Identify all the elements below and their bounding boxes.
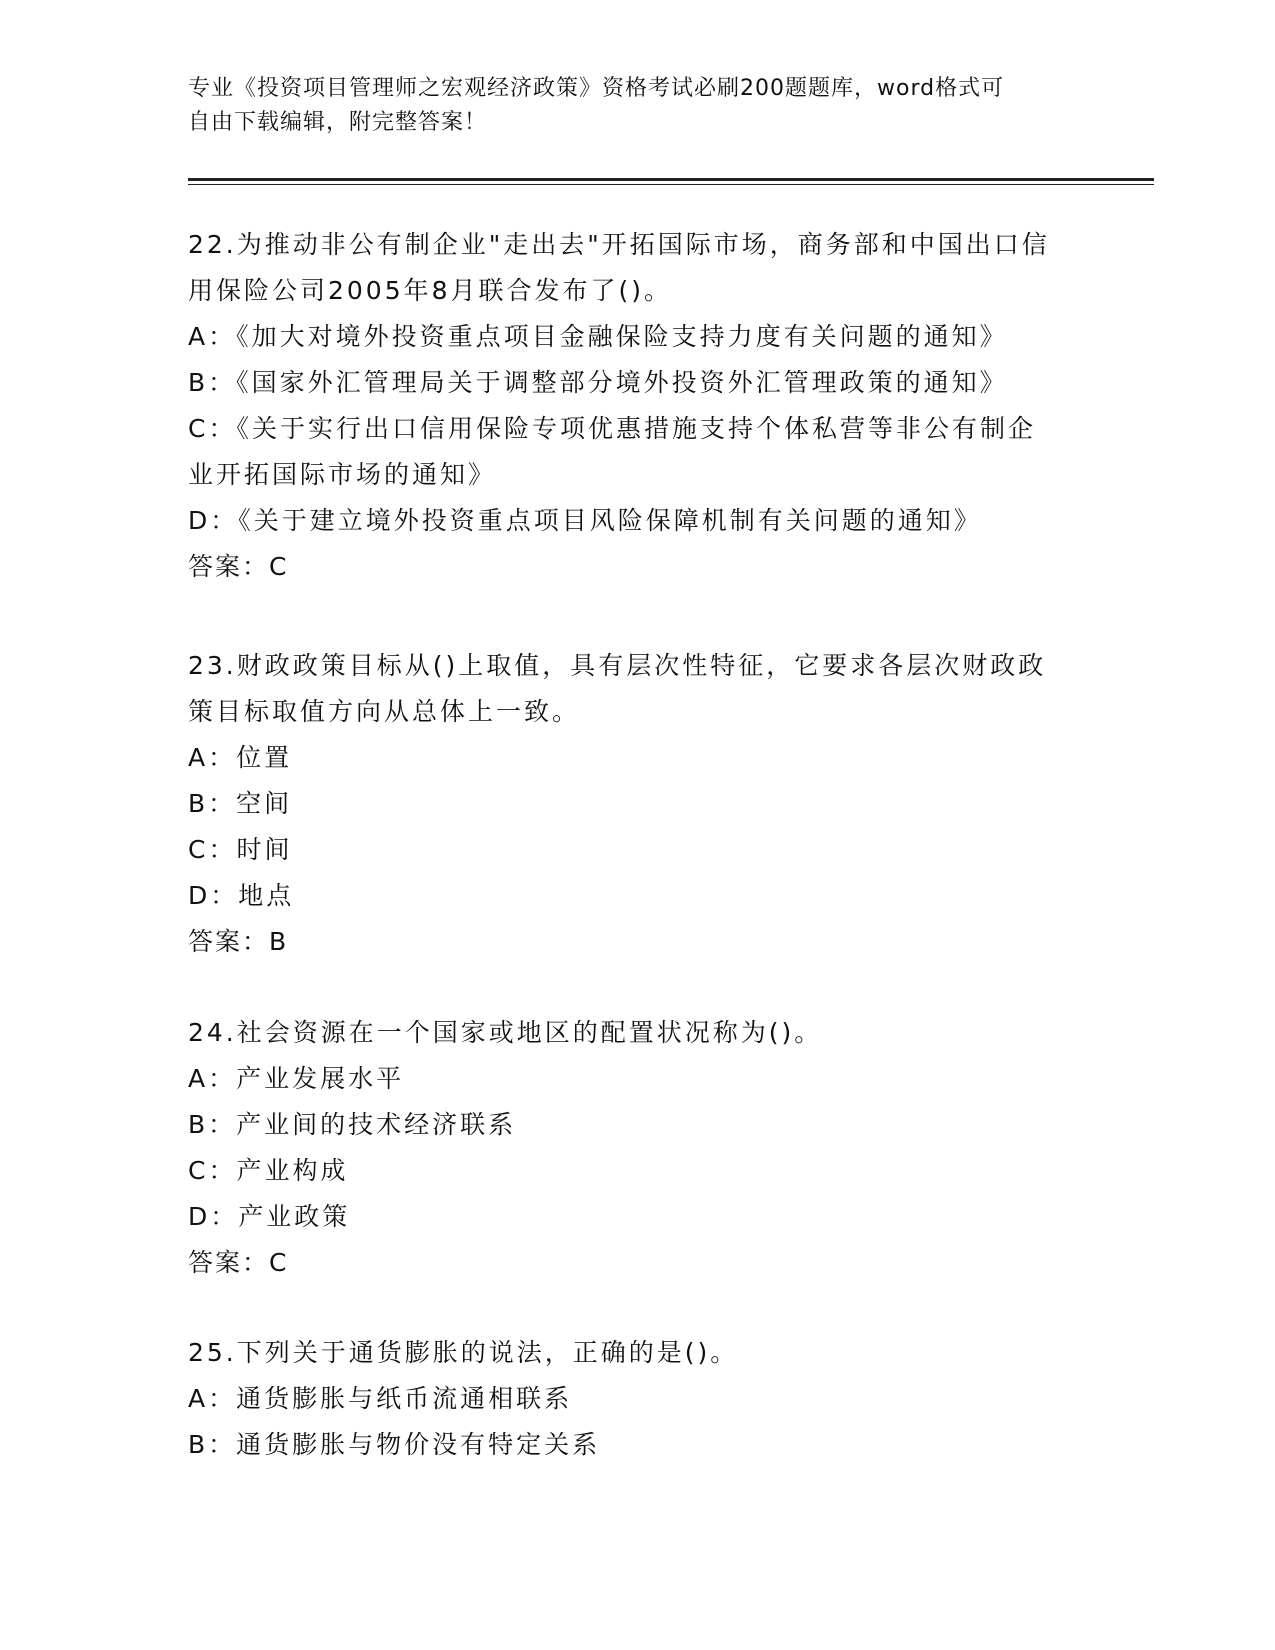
question-stem-line: 24.社会资源在一个国家或地区的配置状况称为()。: [188, 1018, 823, 1047]
document-header: [188, 72, 1088, 140]
option-d: D：产业政策: [188, 1202, 351, 1231]
option-b: B：《国家外汇管理局关于调整部分境外投资外汇管理政策的通知》: [188, 368, 1008, 397]
option-c: C：《关于实行出口信用保险专项优惠措施支持个体私营等非公有制企: [188, 414, 1036, 443]
option-b: B：产业间的技术经济联系: [188, 1110, 517, 1139]
question-stem-line: 22.为推动非公有制企业"走出去"开拓国际市场，商务部和中国出口信: [188, 230, 1050, 259]
question-stem-line: 23.财政政策目标从()上取值，具有层次性特征，它要求各层次财政政: [188, 651, 1047, 680]
option-c: C：时间: [188, 835, 293, 864]
answer-label: 答案：C: [188, 1248, 289, 1277]
question-stem-line: 用保险公司2005年8月联合发布了()。: [188, 276, 673, 305]
option-d: D：《关于建立境外投资重点项目风险保障机制有关问题的通知》: [188, 506, 982, 535]
header-line-2: 自由下载编辑，附完整答案！: [188, 110, 488, 135]
question-25: [188, 1330, 1088, 1468]
question-22: [188, 222, 1088, 590]
option-a: A：《加大对境外投资重点项目金融保险支持力度有关问题的通知》: [188, 322, 1008, 351]
option-b: B：空间: [188, 789, 293, 818]
option-a: A：产业发展水平: [188, 1064, 405, 1093]
option-d: D：地点: [188, 881, 295, 910]
question-24: [188, 1010, 1088, 1286]
option-a: A：位置: [188, 743, 293, 772]
question-stem-line: 25.下列关于通货膨胀的说法，正确的是()。: [188, 1338, 739, 1367]
option-b: B：通货膨胀与物价没有特定关系: [188, 1430, 601, 1459]
answer-label: 答案：B: [188, 927, 289, 956]
question-23: [188, 643, 1088, 965]
header-divider-thin: [188, 184, 1154, 185]
option-c: C：产业构成: [188, 1156, 349, 1185]
option-c-continued: 业开拓国际市场的通知》: [188, 460, 497, 489]
question-stem-line: 策目标取值方向从总体上一致。: [188, 697, 581, 726]
answer-label: 答案：C: [188, 552, 289, 581]
header-divider-thick: [188, 178, 1154, 181]
option-a: A：通货膨胀与纸币流通相联系: [188, 1384, 573, 1413]
header-line-1: 专业《投资项目管理师之宏观经济政策》资格考试必刷200题题库，word格式可: [188, 76, 1005, 101]
